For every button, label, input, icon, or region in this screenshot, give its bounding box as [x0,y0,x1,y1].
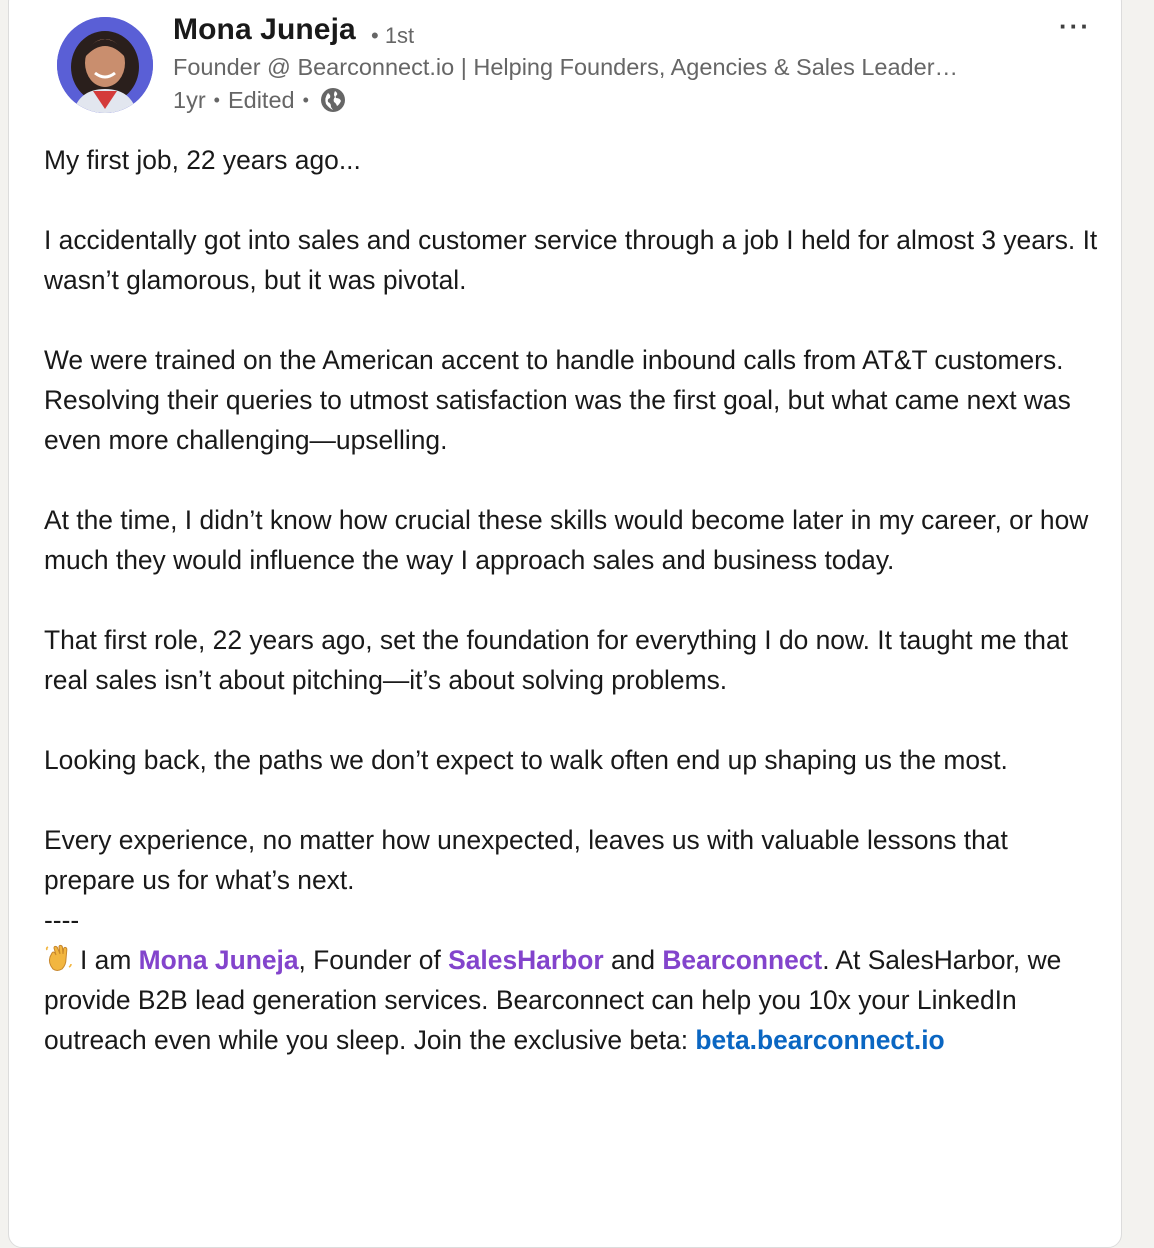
mention-salesharbor[interactable]: SalesHarbor [448,945,604,975]
post-meta [173,86,347,114]
signature-text: I am [80,945,139,975]
waving-hand-icon [44,943,74,973]
post-paragraph: That first role, 22 years ago, set the foundation for everything I do now. It taught me that real sales isn’t about pitching—it’s about solving problems. [44,625,1068,695]
mention-mona-juneja[interactable]: Mona Juneja [138,945,299,975]
mention-bearconnect[interactable]: Bearconnect [662,945,823,975]
more-options-icon[interactable]: ··· [1059,11,1091,41]
post-paragraph: My first job, 22 years ago... [44,145,361,175]
signature-text: . At SalesHarbor, we provide B2B lead generation services. Bearconnect can help you 10x your LinkedIn outreach even while you sleep. Join the exclusive beta: [44,945,1062,1055]
connection-degree: • 1st [371,23,415,48]
meta-separator: • [213,89,220,110]
post-divider: ---- [44,905,80,935]
author-avatar[interactable] [57,17,153,113]
post-paragraph: Every experience, no matter how unexpected, leaves us with valuable lessons that prepare us for what’s next. [44,825,1008,895]
author-name[interactable]: Mona Juneja [173,13,356,46]
edited-label: Edited [227,86,295,113]
beta-link[interactable]: beta.bearconnect.io [695,1025,945,1055]
post-paragraph: We were trained on the American accent to handle inbound calls from AT&T customers. Resolving their queries to utmost satisfaction was the first goal, but what came next was even more challenging—upselling. [44,345,1071,455]
meta-separator: • [302,89,309,110]
signature-paragraph [44,940,1104,1060]
post-body [44,140,1104,1060]
signature-text: , Founder of [298,945,449,975]
post-paragraph: At the time, I didn’t know how crucial these skills would become later in my career, or how much they would influence the way I approach sales and business today. [44,505,1089,575]
globe-icon [319,86,347,114]
post-time: 1yr [173,86,206,113]
author-headline: Founder @ Bearconnect.io | Helping Founders, Agencies & Sales Leader… [173,54,959,80]
post-paragraph: Looking back, the paths we don’t expect to walk often end up shaping us the most. [44,745,1008,775]
post-paragraph: I accidentally got into sales and customer service through a job I held for almost 3 years. It wasn’t glamorous, but it was pivotal. [44,225,1098,295]
signature-text: and [603,945,663,975]
